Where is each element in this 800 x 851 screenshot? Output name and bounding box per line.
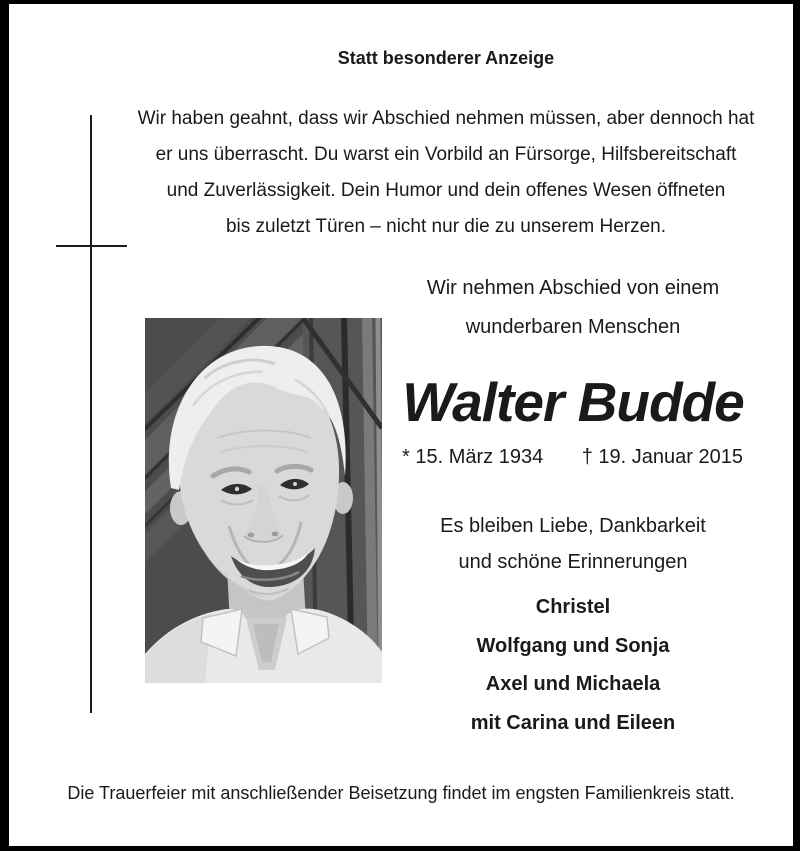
- portrait-photo: [145, 318, 382, 683]
- eulogy-line: und Zuverlässigkeit. Dein Humor und dein offenes Wesen öffneten: [166, 180, 726, 201]
- life-dates: [402, 444, 743, 470]
- cross-horizontal-bar: [56, 245, 127, 247]
- cross-vertical-bar: [90, 115, 92, 713]
- mourners-list: [395, 588, 751, 742]
- farewell-line: Wir nehmen Abschied von einem: [426, 277, 720, 299]
- remembrance-line: und schöne Erinnerungen: [458, 551, 688, 573]
- remembrance-line: Es bleiben Liebe, Dankbarkeit: [440, 515, 706, 537]
- farewell-line: wunderbaren Menschen: [465, 316, 681, 338]
- portrait-photo-graphic: [145, 318, 382, 683]
- eulogy-line: Wir haben geahnt, dass wir Abschied nehmen müssen, aber dennoch hat: [137, 108, 755, 129]
- mourner-name: Christel: [535, 596, 611, 618]
- eulogy-paragraph: [96, 101, 796, 245]
- remembrance-lines: [395, 508, 751, 580]
- farewell-lines: [395, 269, 751, 347]
- eulogy-line: bis zuletzt Türen – nicht nur die zu unserem Herzen.: [225, 216, 667, 237]
- mourner-name: mit Carina und Eileen: [470, 711, 676, 734]
- birth-date: * 15. März 1934: [402, 446, 544, 468]
- mourner-name: Axel und Michaela: [485, 673, 661, 695]
- mourner-name: Wolfgang und Sonja: [476, 634, 670, 657]
- eulogy-line: er uns überrascht. Du warst ein Vorbild an Fürsorge, Hilfsbereitschaft: [155, 144, 737, 165]
- deceased-name: Walter Budde: [402, 371, 744, 433]
- funeral-note: Die Trauerfeier mit anschließender Beisetzung findet im engsten Familienkreis statt.: [67, 783, 735, 803]
- death-date: † 19. Januar 2015: [581, 446, 743, 468]
- notice-header: Statt besonderer Anzeige: [337, 48, 555, 68]
